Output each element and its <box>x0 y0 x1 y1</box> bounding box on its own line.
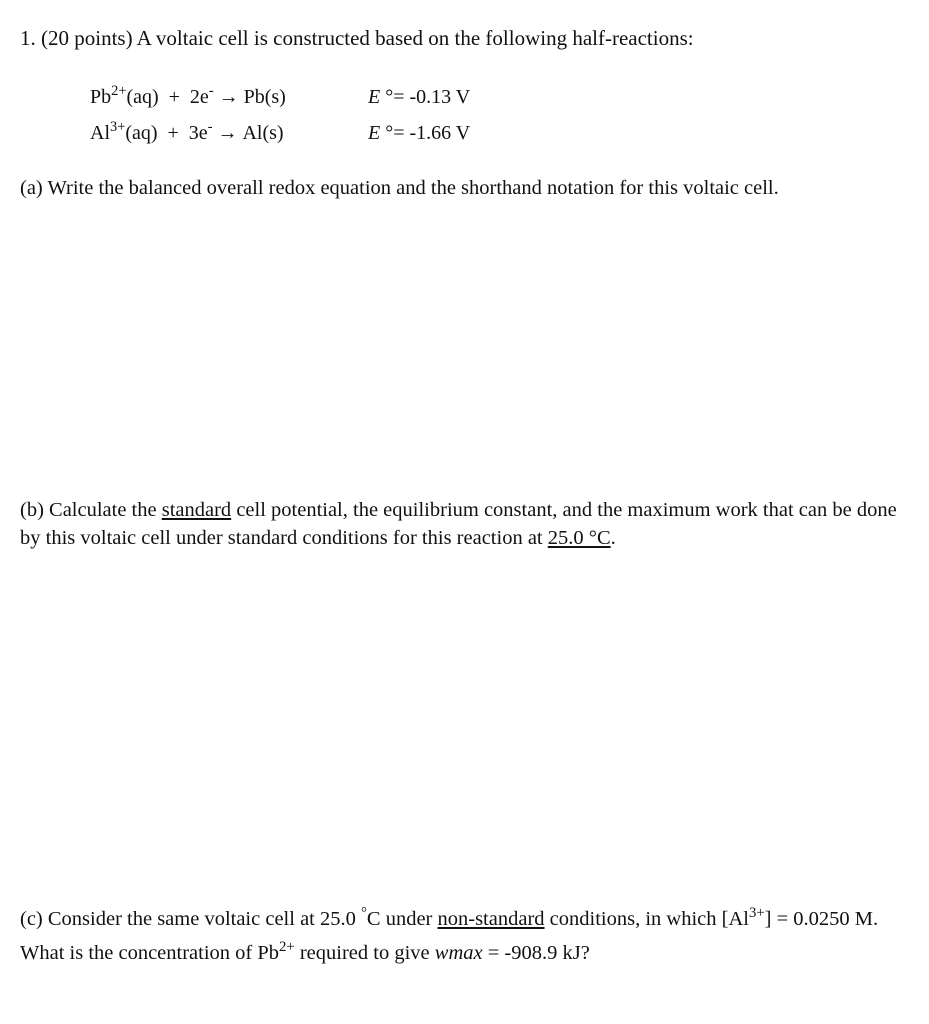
charge: 3+ <box>110 119 126 136</box>
electron-sign: - <box>208 83 214 100</box>
required-text: required to give <box>294 942 435 964</box>
half-reaction-pb <box>90 83 286 109</box>
part-c-question <box>20 902 915 970</box>
concentration-text: ] = 0.0250 M. What is the concentration of Pb <box>20 908 879 964</box>
electrons: 2e <box>189 86 209 108</box>
underlined-non-standard: non-standard <box>437 908 545 930</box>
potential-value: = -1.66 V <box>393 122 471 144</box>
plus-sign: + <box>168 86 180 108</box>
potential-value: = -0.13 V <box>393 86 471 108</box>
reaction-arrow: → <box>218 86 239 108</box>
underlined-temperature: 25.0 °C <box>547 527 611 549</box>
e-symbol: E <box>368 122 381 144</box>
part-c-middle: conditions, in which [Al <box>544 908 749 930</box>
state: (aq) <box>126 86 159 108</box>
pb-charge: 2+ <box>279 938 295 955</box>
electrons: 3e <box>188 122 208 144</box>
part-b-suffix: . <box>610 527 616 549</box>
part-a-question: (a) Write the balanced overall redox equation and the shorthand notation for this voltaic cell. <box>20 177 779 199</box>
degree-symbol: ° <box>360 904 367 921</box>
potential-pb <box>368 86 470 109</box>
product: Pb(s) <box>243 86 286 108</box>
part-b-middle: cell potential, the equilibrium constant, and the maximum work that can be done by this voltaic cell under standard conditions for this reaction at <box>20 499 897 549</box>
al-charge: 3+ <box>748 904 765 921</box>
reaction-arrow: → <box>217 122 238 144</box>
part-b-question <box>20 496 910 552</box>
question-title: 1. (20 points) A voltaic cell is constructed based on the following half-reactions: <box>20 26 694 50</box>
electron-sign: - <box>207 119 213 136</box>
product: Al(s) <box>242 122 284 144</box>
wmax-value: = -908.9 kJ? <box>482 942 590 964</box>
underlined-standard: standard <box>161 499 232 521</box>
degree-symbol: ° <box>385 122 394 144</box>
celsius-unit: C under <box>366 908 438 930</box>
charge: 2+ <box>111 83 127 100</box>
potential-al <box>368 122 470 145</box>
species: Al <box>90 122 110 144</box>
part-c-prefix: (c) Consider the same voltaic cell at 25.0 <box>20 908 361 930</box>
species: Pb <box>90 86 112 108</box>
state: (aq) <box>125 122 158 144</box>
part-b-prefix: (b) Calculate the <box>20 499 162 521</box>
plus-sign: + <box>167 122 179 144</box>
wmax-symbol: wmax <box>434 942 483 964</box>
degree-symbol: ° <box>385 86 394 108</box>
half-reaction-al <box>90 119 284 145</box>
e-symbol: E <box>368 86 381 108</box>
